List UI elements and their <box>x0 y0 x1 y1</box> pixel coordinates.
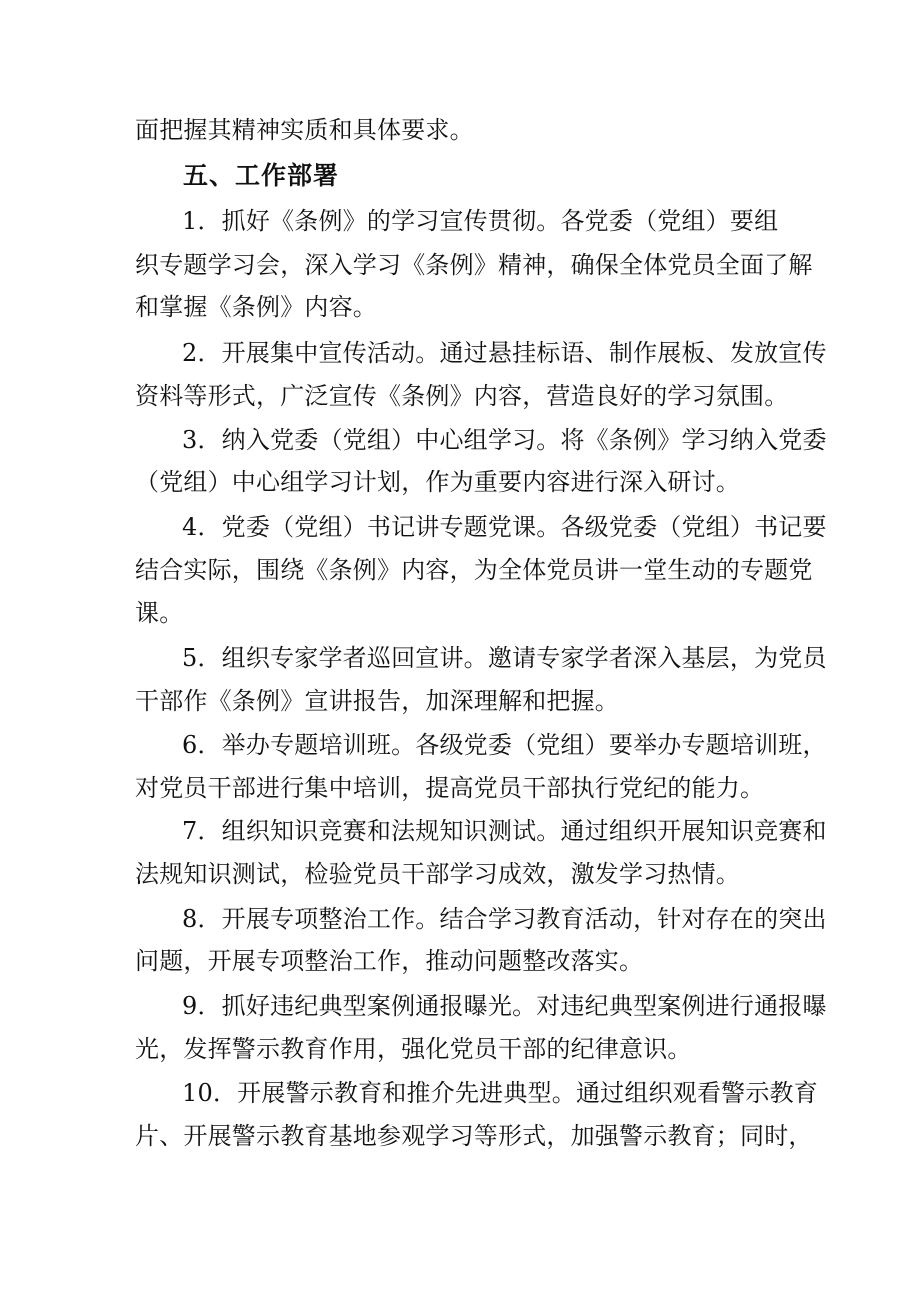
item-1-line-3: 和掌握《条例》内容。 <box>135 293 377 321</box>
item-2-line-2: 资料等形式，广泛宣传《条例》内容，营造良好的学习氛围。 <box>135 382 789 410</box>
item-6-line-1: 6．举办专题培训班。各级党委（党组）要举办专题培训班， <box>182 731 827 759</box>
item-4-line-1: 4．党委（党组）书记讲专题党课。各级党委（党组）书记要 <box>182 513 827 541</box>
item-10-line-2: 片、开展警示教育基地参观学习等形式，加强警示教育；同时， <box>135 1122 813 1150</box>
section-heading: 五、工作部署 <box>183 161 340 190</box>
item-4-line-2: 结合实际，围绕《条例》内容，为全体党员讲一堂生动的专题党 <box>135 556 813 584</box>
item-8-line-2: 问题，开展专项整治工作，推动问题整改落实。 <box>135 947 644 975</box>
intro-tail-line: 面把握其精神实质和具体要求。 <box>135 116 474 144</box>
item-6-line-2: 对党员干部进行集中培训，提高党员干部执行党纪的能力。 <box>135 774 765 802</box>
item-8-line-1: 8．开展专项整治工作。结合学习教育活动，针对存在的突出 <box>182 905 827 933</box>
item-2-line-1: 2．开展集中宣传活动。通过悬挂标语、制作展板、发放宣传 <box>182 339 827 367</box>
item-7-line-1: 7．组织知识竞赛和法规知识测试。通过组织开展知识竞赛和 <box>182 817 827 845</box>
item-9-line-1: 9．抓好违纪典型案例通报曝光。对违纪典型案例进行通报曝 <box>182 992 827 1020</box>
item-5-line-1: 5．组织专家学者巡回宣讲。邀请专家学者深入基层，为党员 <box>182 644 827 672</box>
item-5-line-2: 干部作《条例》宣讲报告，加深理解和把握。 <box>135 687 619 715</box>
item-1-line-2: 织专题学习会，深入学习《条例》精神，确保全体党员全面了解 <box>135 251 813 279</box>
item-3-line-2: （党组）中心组学习计划，作为重要内容进行深入研讨。 <box>135 468 740 496</box>
item-4-line-3: 课。 <box>135 599 184 627</box>
item-9-line-2: 光，发挥警示教育作用，强化党员干部的纪律意识。 <box>135 1035 692 1063</box>
item-7-line-2: 法规知识测试，检验党员干部学习成效，激发学习热情。 <box>135 860 740 888</box>
item-10-line-1: 10．开展警示教育和推介先进典型。通过组织观看警示教育 <box>182 1079 818 1107</box>
item-1-line-1: 1．抓好《条例》的学习宣传贯彻。各党委（党组）要组 <box>182 207 779 235</box>
item-3-line-1: 3．纳入党委（党组）中心组学习。将《条例》学习纳入党委 <box>182 426 827 454</box>
